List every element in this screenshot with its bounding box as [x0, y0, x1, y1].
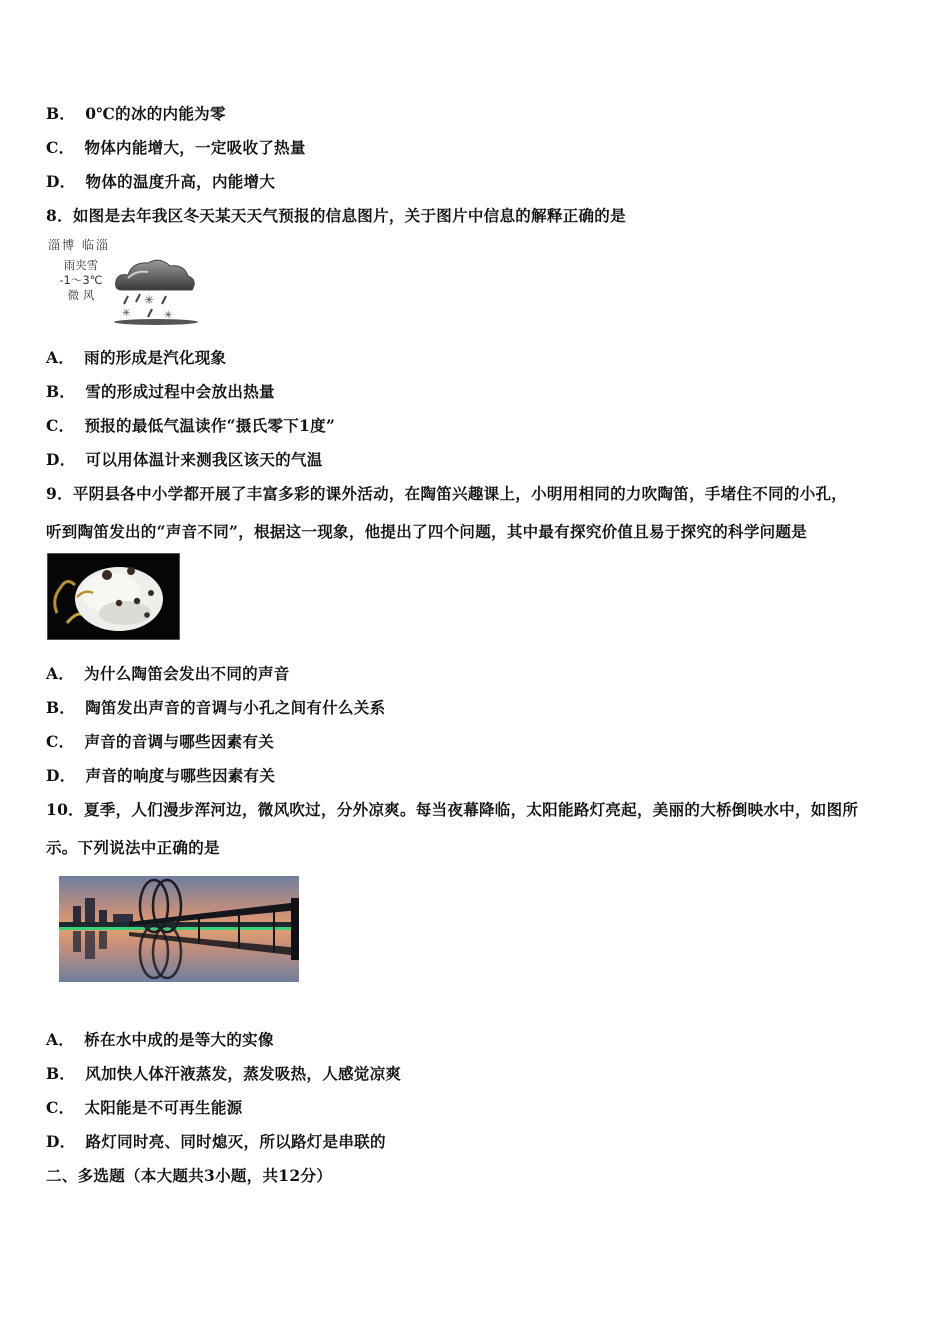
q9-option-a — [46, 662, 290, 684]
option-text: 声音的音调与哪些因素有关 — [84, 732, 275, 751]
option-text: 物体内能增大，一定吸收了热量 — [84, 138, 306, 157]
option-text: 路灯同时亮、同时熄灭，所以路灯是串联的 — [85, 1132, 386, 1151]
q8-option-a — [46, 346, 226, 368]
option-letter: D． — [46, 172, 76, 191]
rain-snow-cloud-icon — [108, 254, 200, 326]
q9-option-b — [46, 696, 385, 718]
weather-temperature: -1～3℃ — [59, 273, 103, 287]
option-text: 雪的形成过程中会放出热量 — [85, 382, 275, 401]
q8-stem: 8．如图是去年我区冬天某天天气预报的信息图片，关于图片中信息的解释正确的是 — [46, 206, 626, 225]
q10-stem-line2: 示。下列说法中正确的是 — [46, 838, 220, 857]
option-letter: A． — [46, 1030, 75, 1049]
option-letter: A． — [46, 348, 75, 367]
q7-option-d — [46, 170, 275, 192]
option-letter: A． — [46, 664, 75, 683]
weather-location: 淄博 临淄 — [48, 238, 110, 252]
option-text: 陶笛发出声音的音调与小孔之间有什么关系 — [85, 698, 386, 717]
option-letter: D． — [46, 1132, 76, 1151]
weather-forecast-figure — [46, 234, 206, 329]
q9-stem-line2: 听到陶笛发出的“声音不同”，根据这一现象，他提出了四个问题，其中最有探究价值且易于探究的科学问题是 — [46, 522, 808, 541]
option-letter: B． — [46, 1064, 76, 1083]
option-text: 可以用体温计来测我区该天的气温 — [85, 450, 323, 469]
option-letter: C． — [46, 1098, 75, 1117]
q10-stem-line1: 10．夏季，人们漫步浑河边，微风吹过，分外凉爽。每当夜幕降临，太阳能路灯亮起，美丽的大桥倒映水中，如图所 — [46, 800, 859, 819]
option-text: 预报的最低气温读作“摄氏零下1度” — [84, 416, 336, 435]
option-letter: C． — [46, 138, 75, 157]
option-letter: C． — [46, 732, 75, 751]
option-text: 太阳能是不可再生能源 — [84, 1098, 243, 1117]
option-letter: D． — [46, 766, 76, 785]
q9-option-c — [46, 730, 274, 752]
option-text: 0℃的冰的内能为零 — [85, 104, 226, 123]
ocarina-photo — [47, 553, 180, 640]
option-letter: D． — [46, 450, 76, 469]
section-heading: 二、多选题（本大题共3小题，共12分） — [46, 1166, 333, 1185]
option-text: 桥在水中成的是等大的实像 — [84, 1030, 274, 1049]
weather-description — [52, 258, 110, 303]
q8-option-d — [46, 448, 323, 470]
option-letter: C． — [46, 416, 75, 435]
svg-text:✳: ✳ — [144, 293, 155, 307]
option-letter: B． — [46, 104, 76, 123]
option-text: 雨的形成是汽化现象 — [84, 348, 227, 367]
q7-option-b — [46, 102, 226, 124]
q9-option-d — [46, 764, 275, 786]
weather-type: 雨夹雪 — [63, 258, 99, 272]
q10-option-c — [46, 1096, 242, 1118]
q10-option-d — [46, 1130, 386, 1152]
q9-stem-line1: 9．平阴县各中小学都开展了丰富多彩的课外活动，在陶笛兴趣课上，小明用相同的力吹陶笛，手堵住不同的小孔， — [46, 484, 848, 503]
svg-text:✳: ✳ — [164, 310, 173, 321]
q10-option-a — [46, 1028, 274, 1050]
bridge-reflection-photo — [59, 876, 299, 982]
q10-option-b — [46, 1062, 401, 1084]
option-text: 物体的温度升高，内能增大 — [85, 172, 276, 191]
option-letter: B． — [46, 698, 76, 717]
option-text: 为什么陶笛会发出不同的声音 — [84, 664, 290, 683]
option-text: 风加快人体汗液蒸发，蒸发吸热，人感觉凉爽 — [85, 1064, 402, 1083]
option-text: 声音的响度与哪些因素有关 — [85, 766, 276, 785]
option-letter: B． — [46, 382, 76, 401]
q8-option-b — [46, 380, 275, 402]
svg-text:✳: ✳ — [122, 308, 131, 319]
weather-wind: 微 风 — [67, 288, 95, 302]
q8-option-c — [46, 414, 335, 436]
q7-option-c — [46, 136, 306, 158]
